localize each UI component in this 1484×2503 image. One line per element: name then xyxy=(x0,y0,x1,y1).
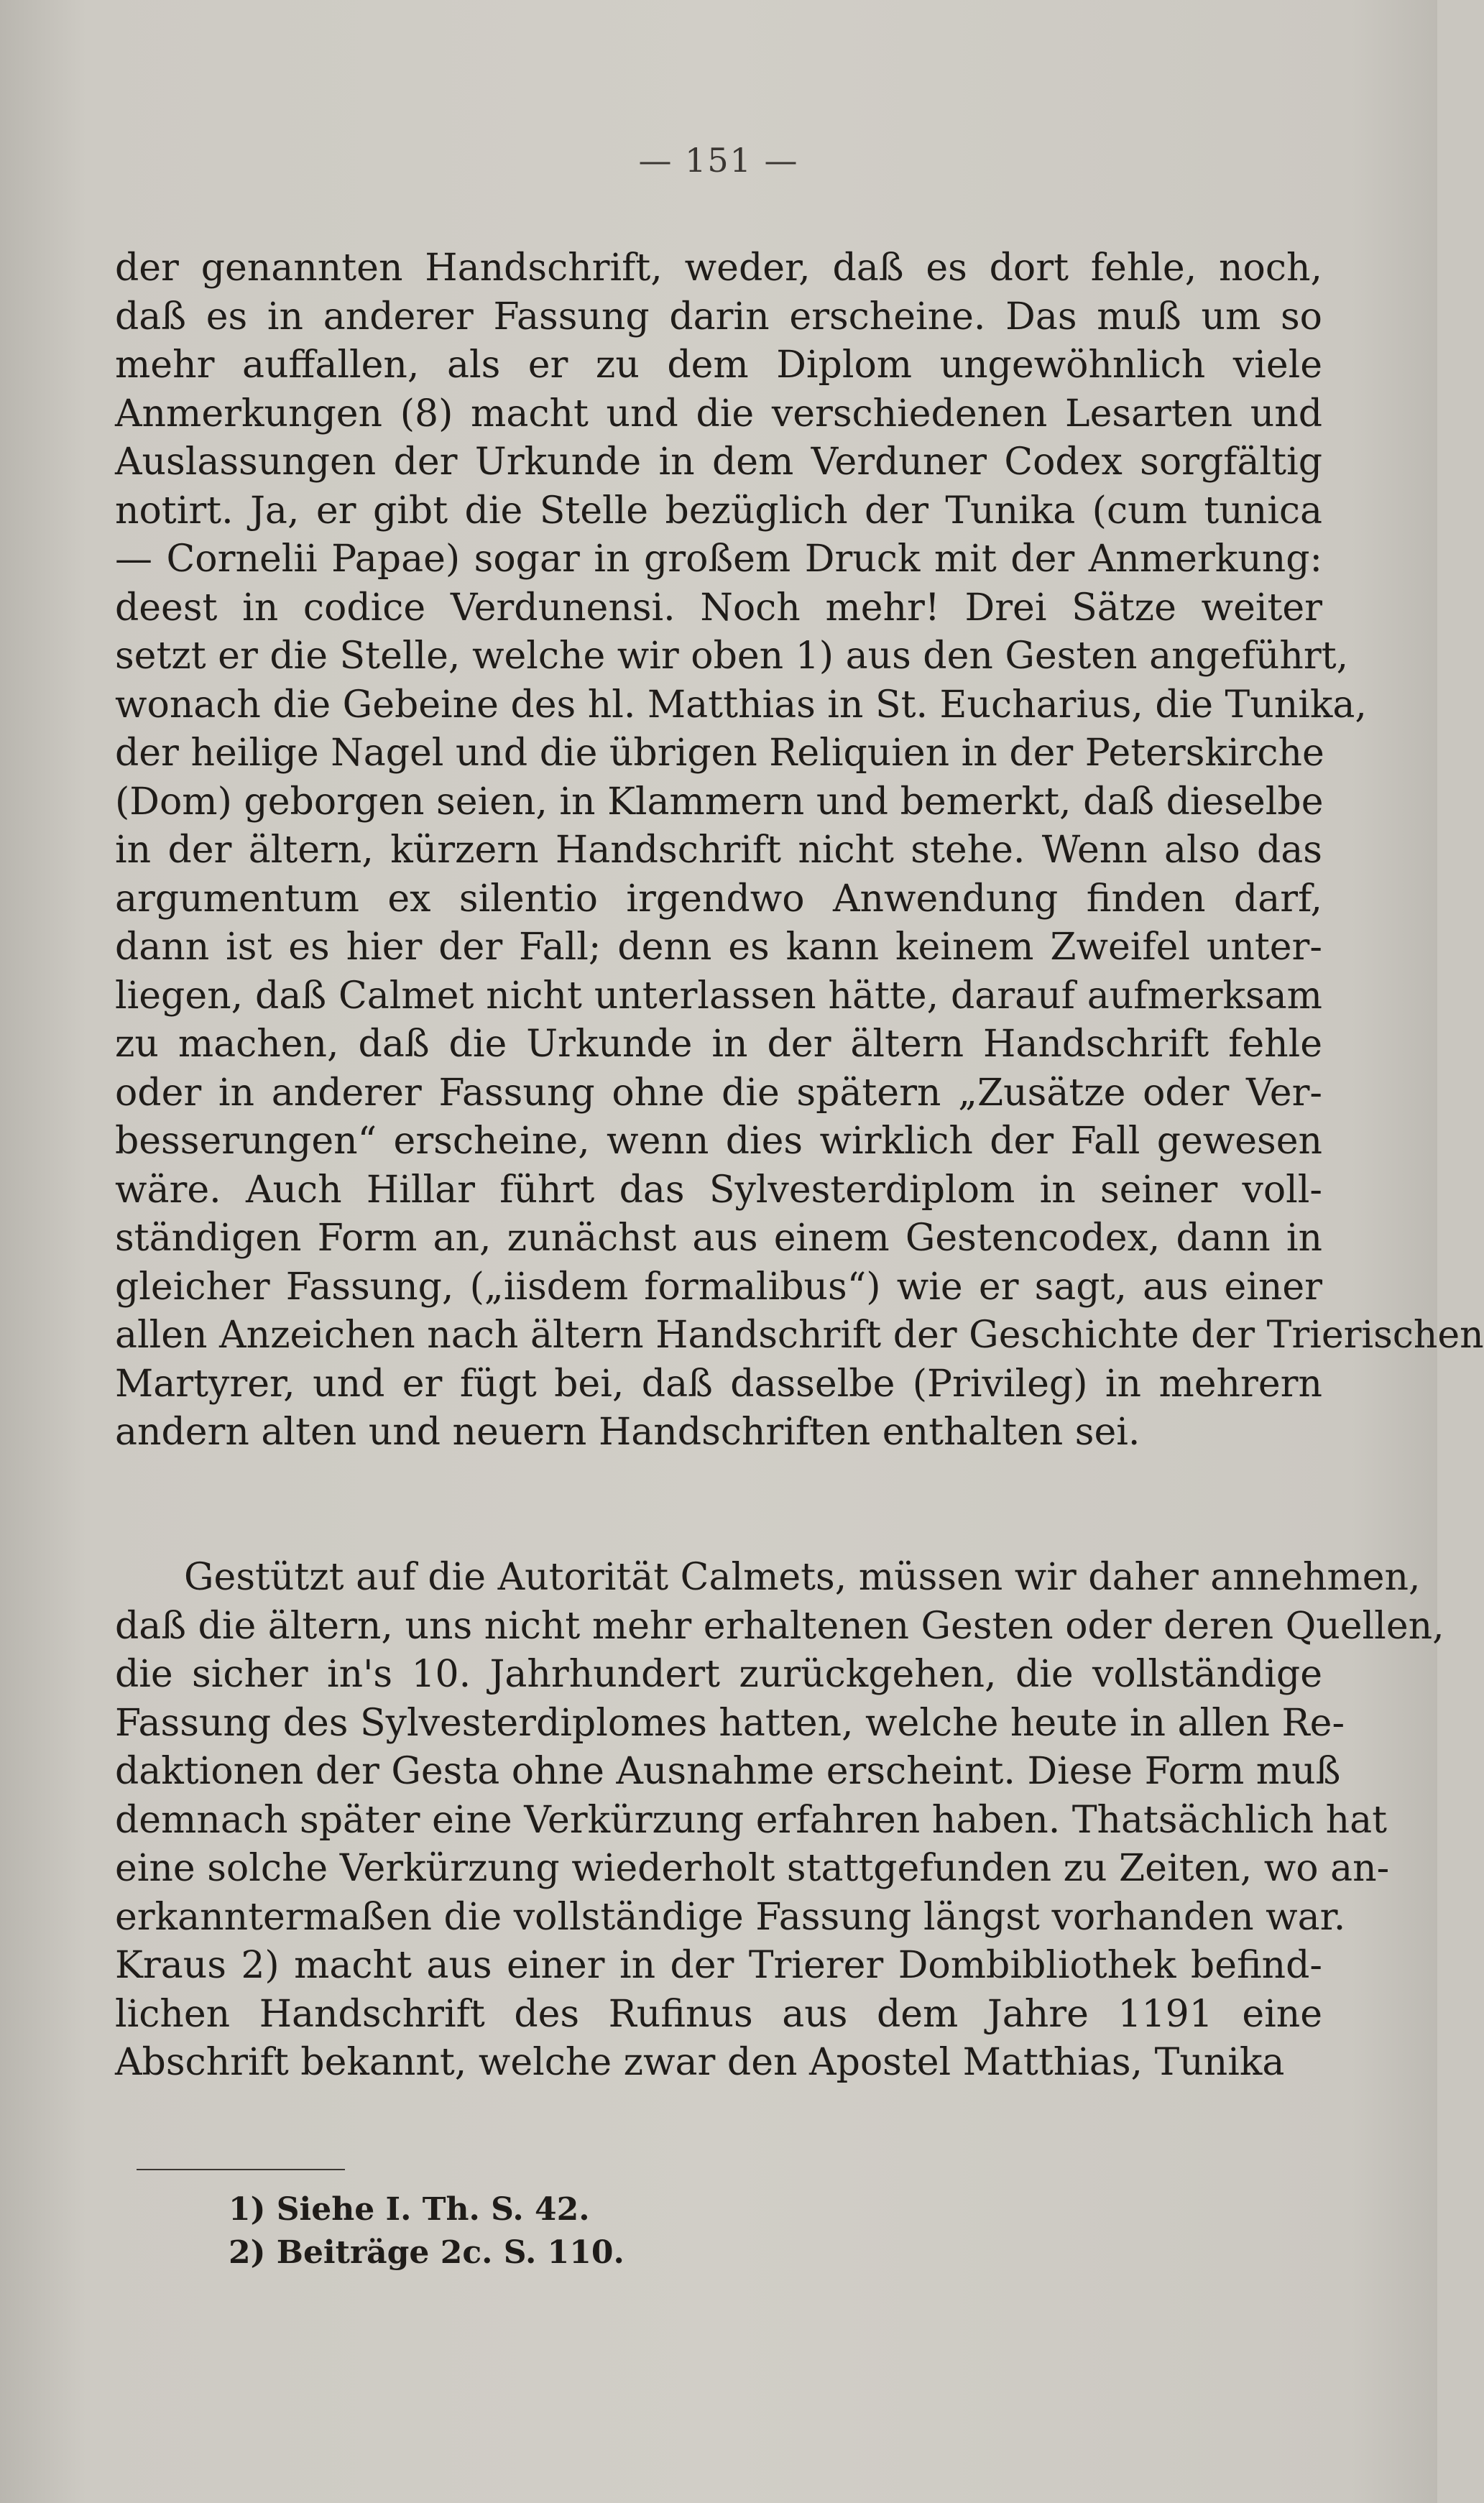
text-line: eine solche Verkürzung wiederholt stattgefunden zu Zeiten, wo an- xyxy=(115,1847,1390,1890)
text-line: wäre. Auch Hillar führt das Sylvesterdiplom in seiner voll- xyxy=(115,1168,1322,1212)
text-line: deest in codice Verdunensi. Noch mehr! Drei Sätze weiter xyxy=(115,586,1322,630)
text-line: Kraus 2) macht aus einer in der Trierer Dombibliothek befind- xyxy=(115,1944,1322,1987)
text-line: allen Anzeichen nach ältern Handschrift der Geschichte der Trierischen xyxy=(115,1314,1484,1357)
text-line: Abschrift bekannt, welche zwar den Apostel Matthias, Tunika xyxy=(115,2041,1285,2084)
text-line: (Dom) geborgen seien, in Klammern und bemerkt, daß dieselbe xyxy=(115,780,1324,824)
footnote-divider xyxy=(137,2169,345,2170)
footnote: 1) Siehe I. Th. S. 42. xyxy=(229,2191,590,2228)
text-line: die sicher in's 10. Jahrhundert zurückgehen, die vollständige xyxy=(115,1653,1322,1696)
text-line: daktionen der Gesta ohne Ausnahme erscheint. Diese Form muß xyxy=(115,1750,1341,1793)
text-line: zu machen, daß die Urkunde in der ältern Handschrift fehle xyxy=(115,1023,1322,1066)
text-line: — Cornelii Papae) sogar in großem Druck mit der Anmerkung: xyxy=(115,538,1322,581)
text-line: Anmerkungen (8) macht und die verschiedenen Lesarten und xyxy=(115,392,1322,435)
text-line: wonach die Gebeine des hl. Matthias in St. Eucharius, die Tunika, xyxy=(115,683,1367,727)
text-line: daß die ältern, uns nicht mehr erhaltenen Gesten oder deren Quellen, xyxy=(115,1604,1444,1648)
text-line: in der ältern, kürzern Handschrift nicht stehe. Wenn also das xyxy=(115,829,1322,872)
paragraph-1 xyxy=(115,244,1484,1457)
text-line: Gestützt auf die Autorität Calmets, müssen wir daher annehmen, xyxy=(184,1556,1421,1599)
footnote: 2) Beiträge 2c. S. 110. xyxy=(229,2234,625,2271)
text-line: der genannten Handschrift, weder, daß es dort fehle, noch, xyxy=(115,246,1322,290)
text-line: argumentum ex silentio irgendwo Anwendung finden darf, xyxy=(115,877,1322,921)
page-number: — 151 — xyxy=(638,141,799,180)
text-line: besserungen“ erscheine, wenn dies wirklich der Fall gewesen xyxy=(115,1120,1322,1163)
text-line: ständigen Form an, zunächst aus einem Gestencodex, dann in xyxy=(115,1217,1322,1260)
text-line: Martyrer, und er fügt bei, daß dasselbe (Privileg) in mehrern xyxy=(115,1362,1322,1406)
text-line: liegen, daß Calmet nicht unterlassen hätte, darauf aufmerksam xyxy=(115,974,1322,1018)
text-line: gleicher Fassung, („iisdem formalibus“) wie er sagt, aus einer xyxy=(115,1265,1322,1309)
text-line: andern alten und neuern Handschriften enthalten sei. xyxy=(115,1411,1140,1454)
text-line: oder in anderer Fassung ohne die spätern „Zusätze oder Ver- xyxy=(115,1071,1322,1115)
text-line: demnach später eine Verkürzung erfahren haben. Thatsächlich hat xyxy=(115,1798,1387,1842)
text-line: mehr auffallen, als er zu dem Diplom ungewöhnlich viele xyxy=(115,344,1322,387)
text-line: Fassung des Sylvesterdiplomes hatten, welche heute in allen Re- xyxy=(115,1701,1345,1745)
text-line: setzt er die Stelle, welche wir oben 1) aus den Gesten angeführt, xyxy=(115,635,1349,678)
paragraph-2 xyxy=(115,1554,1444,2088)
text-line: notirt. Ja, er gibt die Stelle bezüglich der Tunika (cum tunica xyxy=(115,489,1322,533)
text-line: lichen Handschrift des Rufinus aus dem Jahre 1191 eine xyxy=(115,1992,1322,2036)
footnotes xyxy=(229,2188,625,2274)
text-line: erkanntermaßen die vollständige Fassung längst vorhanden war. xyxy=(115,1895,1346,1939)
text-line: daß es in anderer Fassung darin erscheine. Das muß um so xyxy=(115,295,1322,338)
text-line: der heilige Nagel und die übrigen Reliquien in der Peterskirche xyxy=(115,732,1324,775)
text-line: dann ist es hier der Fall; denn es kann keinem Zweifel unter- xyxy=(115,926,1322,969)
text-line: Auslassungen der Urkunde in dem Verduner Codex sorgfältig xyxy=(115,441,1322,484)
